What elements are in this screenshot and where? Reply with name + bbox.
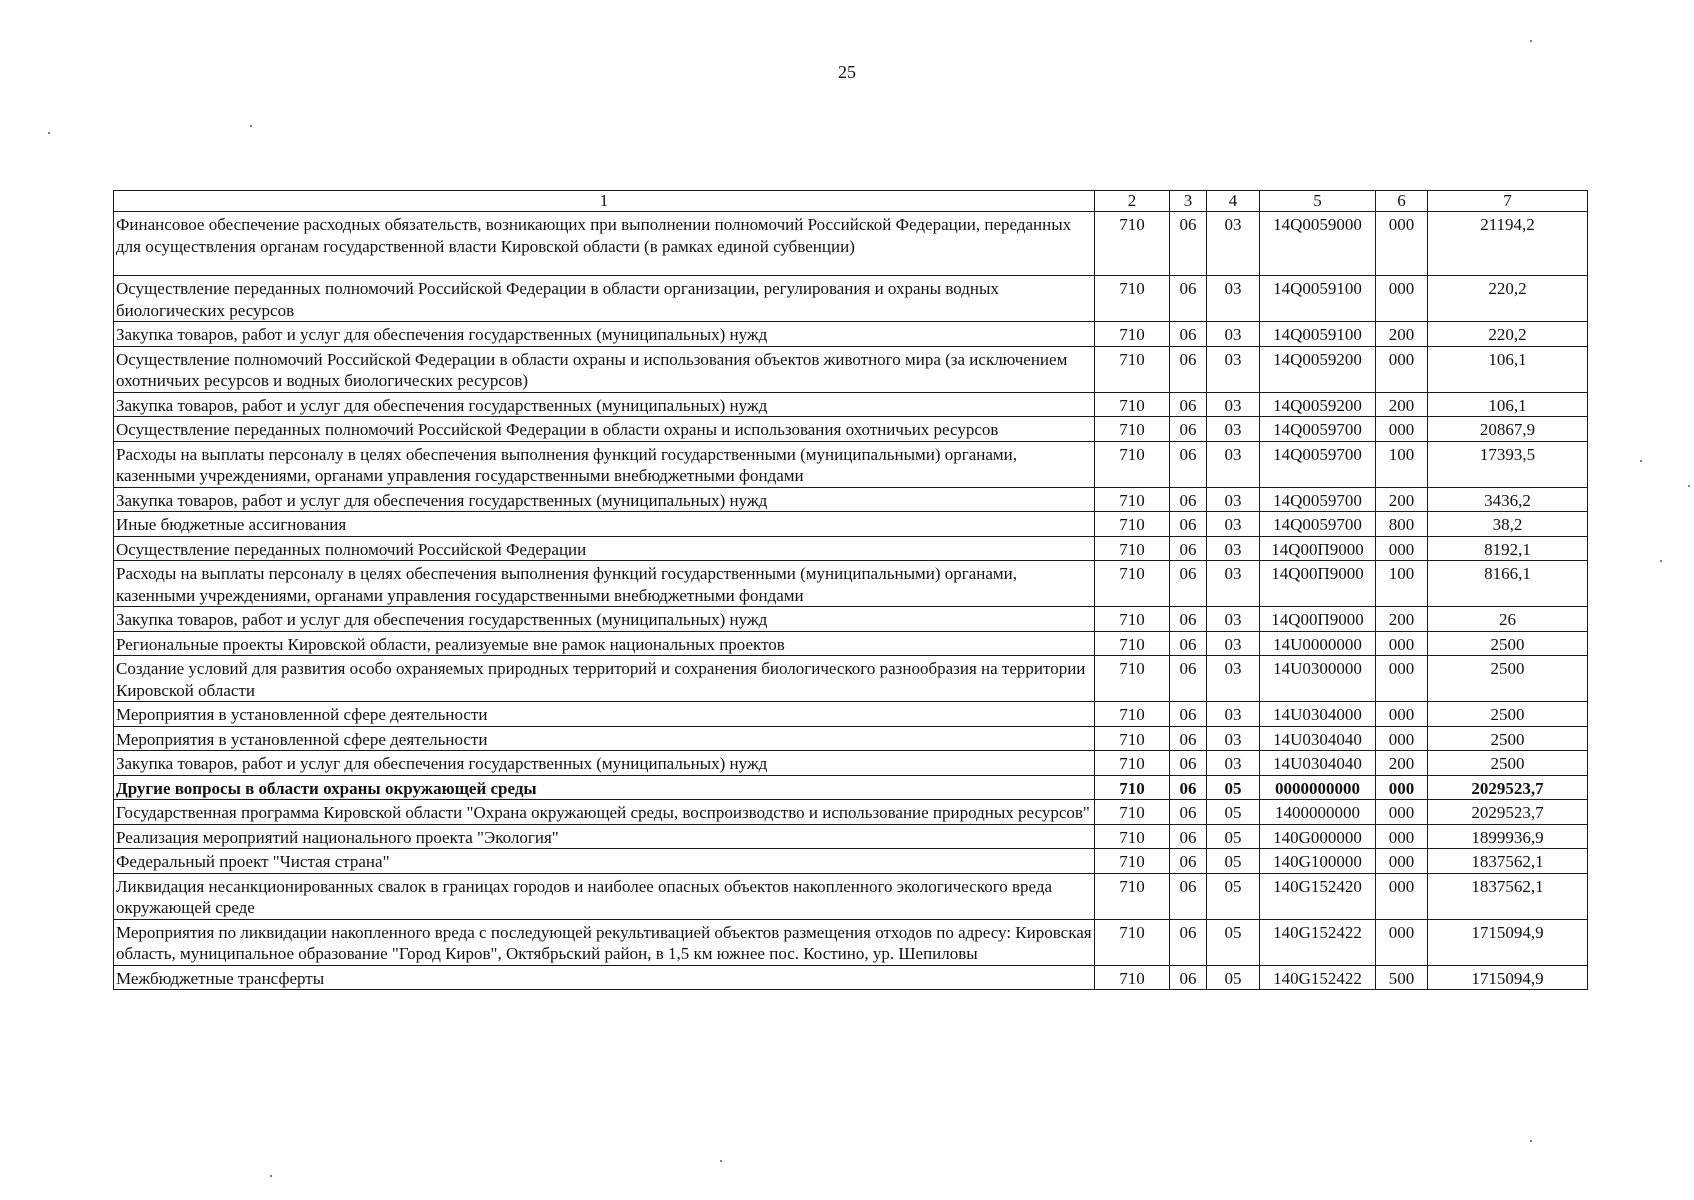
section-code-cell: 06 bbox=[1170, 751, 1207, 776]
section-code-cell: 06 bbox=[1170, 965, 1207, 990]
header-cell: 6 bbox=[1376, 191, 1428, 212]
section-code-cell: 06 bbox=[1170, 561, 1207, 607]
row-name-cell: Реализация мероприятий национального проекта "Экология" bbox=[114, 824, 1095, 849]
scan-speck bbox=[1530, 40, 1532, 42]
section-code-cell: 06 bbox=[1170, 919, 1207, 965]
section-code-cell: 06 bbox=[1170, 536, 1207, 561]
section-code-cell: 06 bbox=[1170, 656, 1207, 702]
amount-cell: 2029523,7 bbox=[1428, 800, 1588, 825]
amount-cell: 21194,2 bbox=[1428, 212, 1588, 276]
table-row bbox=[114, 775, 1588, 800]
subsection-code-cell: 03 bbox=[1207, 322, 1260, 347]
chapter-code-cell: 710 bbox=[1095, 276, 1170, 322]
subsection-code-cell: 05 bbox=[1207, 775, 1260, 800]
section-code-cell: 06 bbox=[1170, 873, 1207, 919]
expense-type-cell: 000 bbox=[1376, 656, 1428, 702]
subsection-code-cell: 03 bbox=[1207, 561, 1260, 607]
expense-type-cell: 000 bbox=[1376, 775, 1428, 800]
subsection-code-cell: 05 bbox=[1207, 873, 1260, 919]
subsection-code-cell: 03 bbox=[1207, 441, 1260, 487]
section-code-cell: 06 bbox=[1170, 322, 1207, 347]
table-row bbox=[114, 536, 1588, 561]
chapter-code-cell: 710 bbox=[1095, 322, 1170, 347]
section-code-cell: 06 bbox=[1170, 726, 1207, 751]
section-code-cell: 06 bbox=[1170, 702, 1207, 727]
subsection-code-cell: 03 bbox=[1207, 751, 1260, 776]
table-row bbox=[114, 726, 1588, 751]
target-article-cell: 14U0000000 bbox=[1260, 631, 1376, 656]
target-article-cell: 14Q0059700 bbox=[1260, 512, 1376, 537]
expense-type-cell: 100 bbox=[1376, 441, 1428, 487]
budget-table bbox=[113, 190, 1588, 990]
target-article-cell: 14Q0059200 bbox=[1260, 346, 1376, 392]
chapter-code-cell: 710 bbox=[1095, 873, 1170, 919]
chapter-code-cell: 710 bbox=[1095, 656, 1170, 702]
chapter-code-cell: 710 bbox=[1095, 775, 1170, 800]
section-code-cell: 06 bbox=[1170, 276, 1207, 322]
subsection-code-cell: 03 bbox=[1207, 487, 1260, 512]
subsection-code-cell: 05 bbox=[1207, 919, 1260, 965]
target-article-cell: 14Q0059000 bbox=[1260, 212, 1376, 276]
target-article-cell: 14Q0059700 bbox=[1260, 417, 1376, 442]
expense-type-cell: 000 bbox=[1376, 702, 1428, 727]
subsection-code-cell: 03 bbox=[1207, 512, 1260, 537]
chapter-code-cell: 710 bbox=[1095, 965, 1170, 990]
row-name-cell: Закупка товаров, работ и услуг для обеспечения государственных (муниципальных) нужд bbox=[114, 322, 1095, 347]
target-article-cell: 14U0300000 bbox=[1260, 656, 1376, 702]
table-row bbox=[114, 800, 1588, 825]
subsection-code-cell: 03 bbox=[1207, 656, 1260, 702]
amount-cell: 2500 bbox=[1428, 702, 1588, 727]
chapter-code-cell: 710 bbox=[1095, 487, 1170, 512]
amount-cell: 8166,1 bbox=[1428, 561, 1588, 607]
amount-cell: 26 bbox=[1428, 607, 1588, 632]
table-row bbox=[114, 919, 1588, 965]
scan-speck bbox=[1688, 485, 1690, 487]
expense-type-cell: 000 bbox=[1376, 726, 1428, 751]
table-row bbox=[114, 824, 1588, 849]
amount-cell: 20867,9 bbox=[1428, 417, 1588, 442]
subsection-code-cell: 03 bbox=[1207, 276, 1260, 322]
chapter-code-cell: 710 bbox=[1095, 212, 1170, 276]
chapter-code-cell: 710 bbox=[1095, 631, 1170, 656]
scan-speck bbox=[1530, 1140, 1532, 1142]
table-row bbox=[114, 631, 1588, 656]
section-code-cell: 06 bbox=[1170, 392, 1207, 417]
row-name-cell: Закупка товаров, работ и услуг для обеспечения государственных (муниципальных) нужд bbox=[114, 487, 1095, 512]
amount-cell: 8192,1 bbox=[1428, 536, 1588, 561]
row-name-cell: Закупка товаров, работ и услуг для обеспечения государственных (муниципальных) нужд bbox=[114, 607, 1095, 632]
section-code-cell: 06 bbox=[1170, 631, 1207, 656]
table-row bbox=[114, 392, 1588, 417]
row-name-cell: Региональные проекты Кировской области, реализуемые вне рамок национальных проектов bbox=[114, 631, 1095, 656]
expense-type-cell: 200 bbox=[1376, 322, 1428, 347]
target-article-cell: 14Q0059700 bbox=[1260, 441, 1376, 487]
subsection-code-cell: 03 bbox=[1207, 726, 1260, 751]
chapter-code-cell: 710 bbox=[1095, 824, 1170, 849]
header-cell: 5 bbox=[1260, 191, 1376, 212]
row-name-cell: Создание условий для развития особо охраняемых природных территорий и сохранения биологического разнообразия на территории Кировской области bbox=[114, 656, 1095, 702]
target-article-cell: 0000000000 bbox=[1260, 775, 1376, 800]
expense-type-cell: 200 bbox=[1376, 392, 1428, 417]
amount-cell: 1715094,9 bbox=[1428, 919, 1588, 965]
expense-type-cell: 200 bbox=[1376, 487, 1428, 512]
chapter-code-cell: 710 bbox=[1095, 346, 1170, 392]
header-cell: 1 bbox=[114, 191, 1095, 212]
row-name-cell: Мероприятия в установленной сфере деятельности bbox=[114, 726, 1095, 751]
section-code-cell: 06 bbox=[1170, 212, 1207, 276]
amount-cell: 38,2 bbox=[1428, 512, 1588, 537]
expense-type-cell: 000 bbox=[1376, 824, 1428, 849]
subsection-code-cell: 03 bbox=[1207, 417, 1260, 442]
table-row bbox=[114, 487, 1588, 512]
subsection-code-cell: 03 bbox=[1207, 212, 1260, 276]
amount-cell: 2500 bbox=[1428, 751, 1588, 776]
chapter-code-cell: 710 bbox=[1095, 441, 1170, 487]
target-article-cell: 140G152422 bbox=[1260, 965, 1376, 990]
chapter-code-cell: 710 bbox=[1095, 536, 1170, 561]
expense-type-cell: 000 bbox=[1376, 346, 1428, 392]
table-row bbox=[114, 276, 1588, 322]
page-number: 25 bbox=[838, 62, 856, 82]
header-cell: 4 bbox=[1207, 191, 1260, 212]
subsection-code-cell: 05 bbox=[1207, 800, 1260, 825]
scan-speck bbox=[270, 1175, 272, 1177]
table-row bbox=[114, 702, 1588, 727]
section-code-cell: 06 bbox=[1170, 607, 1207, 632]
expense-type-cell: 500 bbox=[1376, 965, 1428, 990]
target-article-cell: 14Q0059100 bbox=[1260, 276, 1376, 322]
amount-cell: 3436,2 bbox=[1428, 487, 1588, 512]
chapter-code-cell: 710 bbox=[1095, 512, 1170, 537]
chapter-code-cell: 710 bbox=[1095, 849, 1170, 874]
amount-cell: 2500 bbox=[1428, 631, 1588, 656]
row-name-cell: Ликвидация несанкционированных свалок в границах городов и наиболее опасных объектов накопленного экологического вреда окружающей среде bbox=[114, 873, 1095, 919]
table-row bbox=[114, 322, 1588, 347]
expense-type-cell: 000 bbox=[1376, 417, 1428, 442]
amount-cell: 106,1 bbox=[1428, 392, 1588, 417]
table-row bbox=[114, 656, 1588, 702]
amount-cell: 220,2 bbox=[1428, 322, 1588, 347]
table-header-row bbox=[114, 191, 1588, 212]
expense-type-cell: 000 bbox=[1376, 849, 1428, 874]
amount-cell: 1837562,1 bbox=[1428, 873, 1588, 919]
table-row bbox=[114, 607, 1588, 632]
section-code-cell: 06 bbox=[1170, 824, 1207, 849]
target-article-cell: 14U0304040 bbox=[1260, 726, 1376, 751]
amount-cell: 1899936,9 bbox=[1428, 824, 1588, 849]
table-row bbox=[114, 751, 1588, 776]
table-row bbox=[114, 512, 1588, 537]
expense-type-cell: 000 bbox=[1376, 536, 1428, 561]
target-article-cell: 1400000000 bbox=[1260, 800, 1376, 825]
target-article-cell: 140G000000 bbox=[1260, 824, 1376, 849]
chapter-code-cell: 710 bbox=[1095, 561, 1170, 607]
table-row bbox=[114, 873, 1588, 919]
row-name-cell: Закупка товаров, работ и услуг для обеспечения государственных (муниципальных) нужд bbox=[114, 392, 1095, 417]
amount-cell: 220,2 bbox=[1428, 276, 1588, 322]
row-name-cell: Мероприятия в установленной сфере деятельности bbox=[114, 702, 1095, 727]
section-code-cell: 06 bbox=[1170, 512, 1207, 537]
expense-type-cell: 000 bbox=[1376, 212, 1428, 276]
expense-type-cell: 000 bbox=[1376, 873, 1428, 919]
subsection-code-cell: 05 bbox=[1207, 824, 1260, 849]
row-name-cell: Финансовое обеспечение расходных обязательств, возникающих при выполнении полномочий Российской Федерации, переданных для осуществления органам государственной власти Кировской области (в рамках единой субвенции) bbox=[114, 212, 1095, 276]
amount-cell: 1837562,1 bbox=[1428, 849, 1588, 874]
subsection-code-cell: 03 bbox=[1207, 702, 1260, 727]
expense-type-cell: 200 bbox=[1376, 751, 1428, 776]
chapter-code-cell: 710 bbox=[1095, 726, 1170, 751]
row-name-cell: Осуществление переданных полномочий Российской Федерации в области организации, регулирования и охраны водных биологических ресурсов bbox=[114, 276, 1095, 322]
section-code-cell: 06 bbox=[1170, 849, 1207, 874]
amount-cell: 106,1 bbox=[1428, 346, 1588, 392]
target-article-cell: 14Q0059100 bbox=[1260, 322, 1376, 347]
row-name-cell: Государственная программа Кировской области "Охрана окружающей среды, воспроизводство и использование природных ресурсов" bbox=[114, 800, 1095, 825]
scan-speck bbox=[720, 1160, 722, 1162]
row-name-cell: Расходы на выплаты персоналу в целях обеспечения выполнения функций государственными (муниципальными) органами, казенными учреждениями, органами управления государственными внебюджетными фондами bbox=[114, 441, 1095, 487]
section-code-cell: 06 bbox=[1170, 417, 1207, 442]
row-name-cell: Осуществление переданных полномочий Российской Федерации в области охраны и использования охотничьих ресурсов bbox=[114, 417, 1095, 442]
table-row bbox=[114, 212, 1588, 276]
section-code-cell: 06 bbox=[1170, 346, 1207, 392]
row-name-cell: Иные бюджетные ассигнования bbox=[114, 512, 1095, 537]
scan-speck bbox=[1640, 460, 1642, 462]
amount-cell: 2029523,7 bbox=[1428, 775, 1588, 800]
chapter-code-cell: 710 bbox=[1095, 417, 1170, 442]
amount-cell: 17393,5 bbox=[1428, 441, 1588, 487]
table-row bbox=[114, 417, 1588, 442]
expense-type-cell: 000 bbox=[1376, 276, 1428, 322]
expense-type-cell: 800 bbox=[1376, 512, 1428, 537]
table-row bbox=[114, 849, 1588, 874]
row-name-cell: Межбюджетные трансферты bbox=[114, 965, 1095, 990]
expense-type-cell: 200 bbox=[1376, 607, 1428, 632]
chapter-code-cell: 710 bbox=[1095, 919, 1170, 965]
chapter-code-cell: 710 bbox=[1095, 702, 1170, 727]
target-article-cell: 14U0304000 bbox=[1260, 702, 1376, 727]
expense-type-cell: 100 bbox=[1376, 561, 1428, 607]
row-name-cell: Осуществление переданных полномочий Российской Федерации bbox=[114, 536, 1095, 561]
amount-cell: 2500 bbox=[1428, 656, 1588, 702]
table-row bbox=[114, 441, 1588, 487]
row-name-cell: Закупка товаров, работ и услуг для обеспечения государственных (муниципальных) нужд bbox=[114, 751, 1095, 776]
subsection-code-cell: 03 bbox=[1207, 607, 1260, 632]
header-cell: 2 bbox=[1095, 191, 1170, 212]
target-article-cell: 140G152420 bbox=[1260, 873, 1376, 919]
row-name-cell: Другие вопросы в области охраны окружающей среды bbox=[114, 775, 1095, 800]
row-name-cell: Мероприятия по ликвидации накопленного вреда с последующей рекультивацией объектов размещения отходов по адресу: Кировская область, муниципальное образование "Город Киров", Октябрьский район, в 1,5 км южнее пос. Костино, ур. Шепиловы bbox=[114, 919, 1095, 965]
subsection-code-cell: 03 bbox=[1207, 392, 1260, 417]
amount-cell: 2500 bbox=[1428, 726, 1588, 751]
scan-speck bbox=[48, 132, 50, 134]
row-name-cell: Федеральный проект "Чистая страна" bbox=[114, 849, 1095, 874]
section-code-cell: 06 bbox=[1170, 487, 1207, 512]
target-article-cell: 14Q00П9000 bbox=[1260, 607, 1376, 632]
section-code-cell: 06 bbox=[1170, 775, 1207, 800]
target-article-cell: 140G152422 bbox=[1260, 919, 1376, 965]
target-article-cell: 140G100000 bbox=[1260, 849, 1376, 874]
amount-cell: 1715094,9 bbox=[1428, 965, 1588, 990]
target-article-cell: 14Q00П9000 bbox=[1260, 561, 1376, 607]
chapter-code-cell: 710 bbox=[1095, 392, 1170, 417]
target-article-cell: 14Q0059700 bbox=[1260, 487, 1376, 512]
subsection-code-cell: 05 bbox=[1207, 965, 1260, 990]
chapter-code-cell: 710 bbox=[1095, 751, 1170, 776]
expense-type-cell: 000 bbox=[1376, 800, 1428, 825]
target-article-cell: 14U0304040 bbox=[1260, 751, 1376, 776]
scan-speck bbox=[250, 125, 252, 127]
chapter-code-cell: 710 bbox=[1095, 607, 1170, 632]
table-row bbox=[114, 561, 1588, 607]
section-code-cell: 06 bbox=[1170, 441, 1207, 487]
section-code-cell: 06 bbox=[1170, 800, 1207, 825]
row-name-cell: Расходы на выплаты персоналу в целях обеспечения выполнения функций государственными (муниципальными) органами, казенными учреждениями, органами управления государственными внебюджетными фондами bbox=[114, 561, 1095, 607]
expense-type-cell: 000 bbox=[1376, 919, 1428, 965]
subsection-code-cell: 03 bbox=[1207, 346, 1260, 392]
subsection-code-cell: 05 bbox=[1207, 849, 1260, 874]
chapter-code-cell: 710 bbox=[1095, 800, 1170, 825]
header-cell: 7 bbox=[1428, 191, 1588, 212]
target-article-cell: 14Q0059200 bbox=[1260, 392, 1376, 417]
header-cell: 3 bbox=[1170, 191, 1207, 212]
row-name-cell: Осуществление полномочий Российской Федерации в области охраны и использования объектов животного мира (за исключением охотничьих ресурсов и водных биологических ресурсов) bbox=[114, 346, 1095, 392]
expense-type-cell: 000 bbox=[1376, 631, 1428, 656]
subsection-code-cell: 03 bbox=[1207, 631, 1260, 656]
target-article-cell: 14Q00П9000 bbox=[1260, 536, 1376, 561]
scan-speck bbox=[1660, 560, 1662, 562]
table-row bbox=[114, 346, 1588, 392]
table-row bbox=[114, 965, 1588, 990]
subsection-code-cell: 03 bbox=[1207, 536, 1260, 561]
